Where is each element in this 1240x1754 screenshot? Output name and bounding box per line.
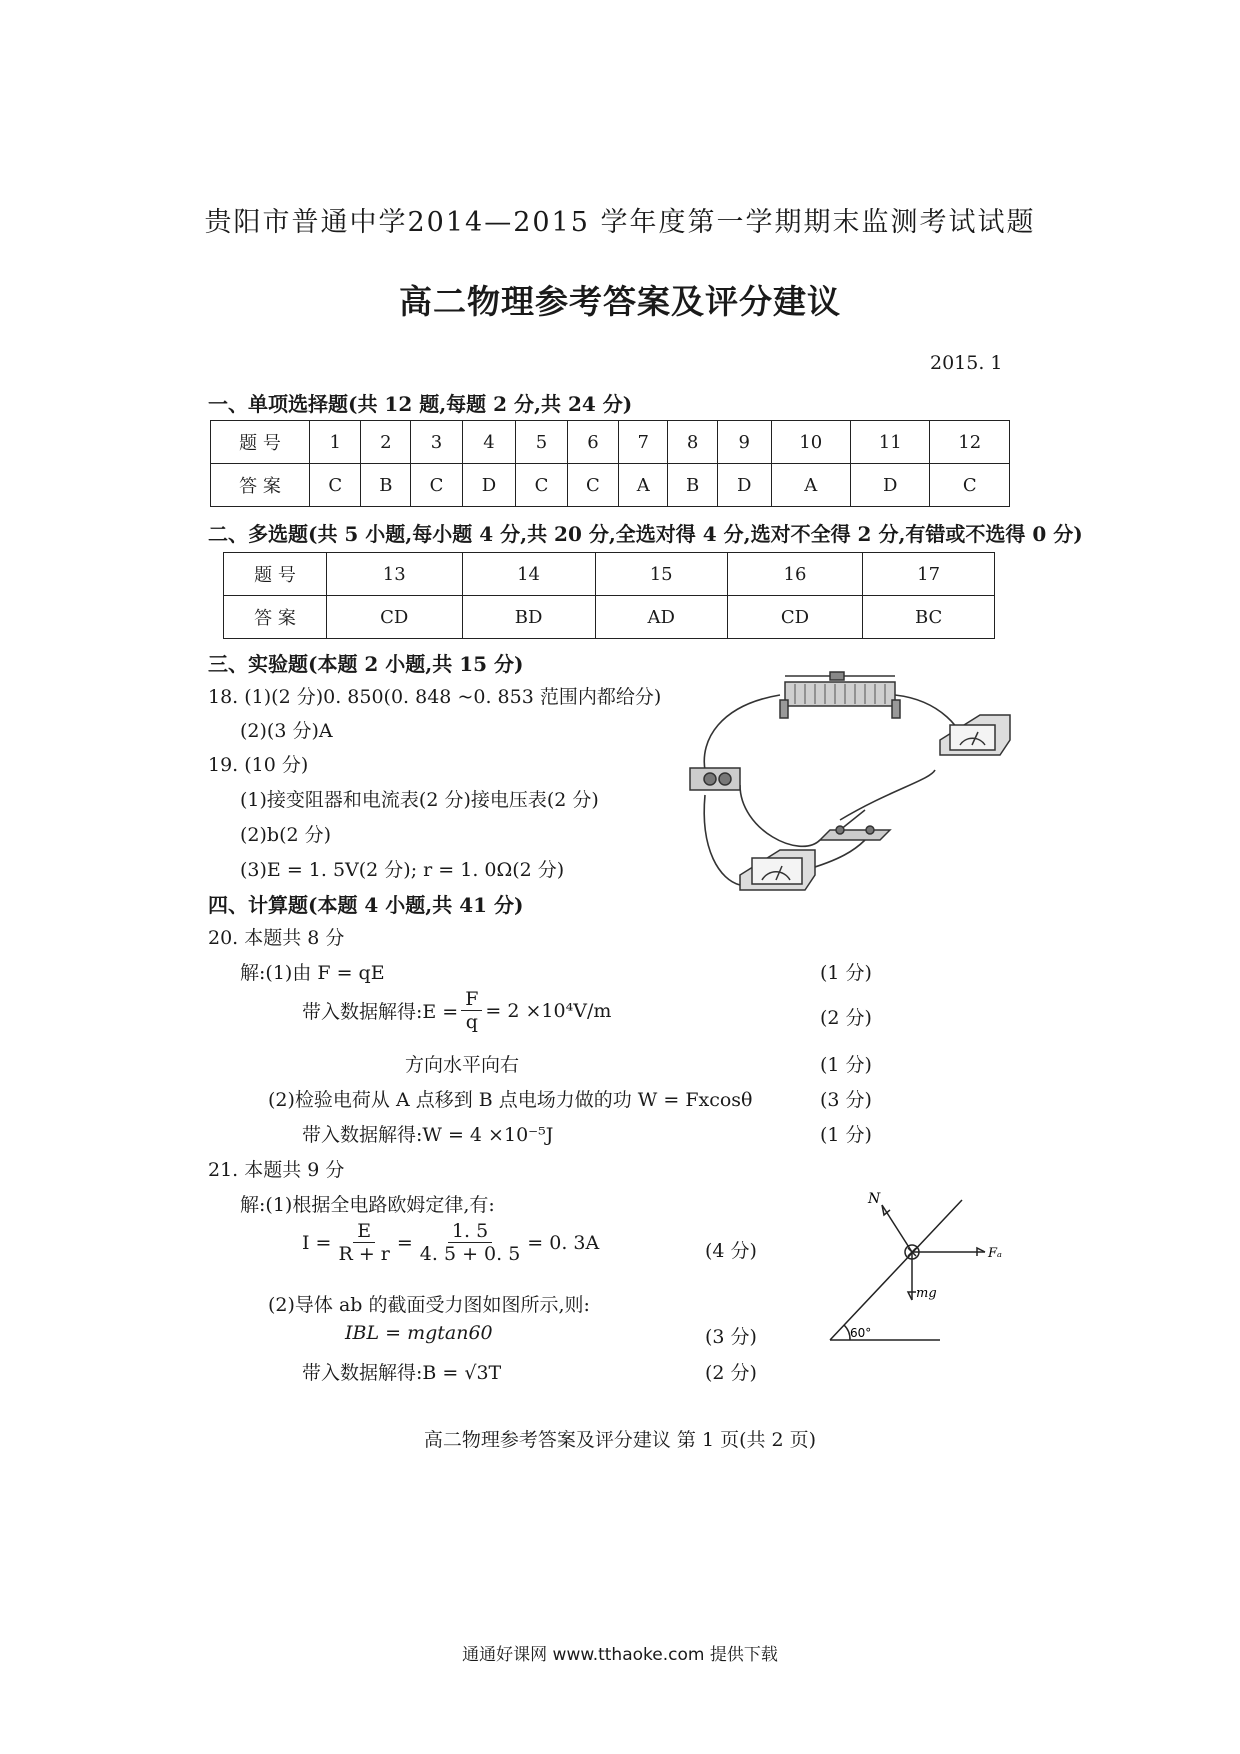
question-number-cell: 3 xyxy=(411,421,462,464)
wire xyxy=(740,785,820,846)
switch xyxy=(820,810,890,840)
question-number-cell: 8 xyxy=(668,421,718,464)
q19-title: 19. (10 分) xyxy=(208,754,309,776)
q20-line3: 方向水平向右 xyxy=(405,1054,520,1076)
mg-label: mg xyxy=(916,1286,937,1301)
denominator: R + r xyxy=(338,1243,390,1265)
question-number-cell: 5 xyxy=(516,421,567,464)
question-number-cell: 9 xyxy=(718,421,771,464)
section3-heading: 三、实验题(本题 2 小题,共 15 分) xyxy=(208,652,524,676)
q19-part2: (2)b(2 分) xyxy=(240,824,332,846)
q21-score4: (3 分) xyxy=(705,1326,757,1348)
row-label: 答 案 xyxy=(224,596,327,639)
answer-cell: B xyxy=(668,464,718,507)
question-number-cell: 7 xyxy=(619,421,668,464)
q20-score3: (1 分) xyxy=(820,1054,872,1076)
fa-label: Fₐ xyxy=(988,1246,1002,1261)
row-label: 答 案 xyxy=(211,464,310,507)
q20-line4: (2)检验电荷从 A 点移到 B 点电场力做的功 W = Fxcosθ xyxy=(268,1089,753,1111)
q21-title: 21. 本题共 9 分 xyxy=(208,1159,345,1181)
circuit-diagram xyxy=(680,670,1020,900)
answer-cell: BD xyxy=(462,596,595,639)
question-number-cell: 1 xyxy=(310,421,361,464)
document-title: 高二物理参考答案及评分建议 xyxy=(399,282,841,321)
q19-part3: (3)E = 1. 5V(2 分); r = 1. 0Ω(2 分) xyxy=(240,859,565,881)
table-row xyxy=(211,464,1010,507)
incline-line xyxy=(830,1200,962,1340)
q19-part1: (1)接变阻器和电流表(2 分)接电压表(2 分) xyxy=(240,789,599,811)
q20-line2-prefix: 带入数据解得:E = xyxy=(302,1001,459,1023)
multi-choice-table xyxy=(223,552,995,639)
answer-cell: A xyxy=(619,464,668,507)
question-number-cell: 17 xyxy=(863,553,995,596)
answer-cell: A xyxy=(771,464,850,507)
wire xyxy=(704,695,780,770)
table-row xyxy=(211,421,1010,464)
wire xyxy=(840,770,935,820)
q21-score2: (4 分) xyxy=(705,1240,757,1262)
wire xyxy=(704,795,740,885)
answer-cell: D xyxy=(718,464,771,507)
answer-cell: BC xyxy=(863,596,995,639)
denominator: q xyxy=(465,1011,478,1033)
question-number-cell: 16 xyxy=(727,553,863,596)
q20-line2 xyxy=(302,988,611,1033)
answer-cell: B xyxy=(361,464,411,507)
answer-cell: C xyxy=(411,464,462,507)
angle-label: 60° xyxy=(850,1326,872,1340)
answer-cell: CD xyxy=(727,596,863,639)
section4-heading: 四、计算题(本题 4 小题,共 41 分) xyxy=(208,893,524,917)
question-number-cell: 14 xyxy=(462,553,595,596)
q20-score1: (1 分) xyxy=(820,962,872,984)
q21-score5: (2 分) xyxy=(705,1362,757,1384)
document-date: 2015. 1 xyxy=(930,352,1003,374)
denominator: 4. 5 + 0. 5 xyxy=(419,1243,521,1265)
row-label: 题 号 xyxy=(211,421,310,464)
row-label: 题 号 xyxy=(224,553,327,596)
q21-line4: IBL = mgtan60 xyxy=(345,1322,493,1344)
numerator: F xyxy=(461,988,482,1011)
answer-cell: AD xyxy=(595,596,727,639)
q20-score2: (2 分) xyxy=(820,1007,872,1029)
section2-heading: 二、多选题(共 5 小题,每小题 4 分,共 20 分,全选对得 4 分,选对不全得 2 分,有错或不选得 0 分) xyxy=(208,522,1083,546)
question-number-cell: 4 xyxy=(462,421,515,464)
q21-line5: 带入数据解得:B = √3T xyxy=(302,1362,502,1384)
exam-title: 贵阳市普通中学2014—2015 学年度第一学期期末监测考试试题 xyxy=(204,207,1036,238)
question-number-cell: 10 xyxy=(771,421,850,464)
answer-cell: D xyxy=(850,464,929,507)
section1-heading: 一、单项选择题(共 12 题,每题 2 分,共 24 分) xyxy=(208,392,633,416)
question-number-cell: 11 xyxy=(850,421,929,464)
question-number-cell: 13 xyxy=(327,553,463,596)
fraction xyxy=(334,1220,393,1265)
q21-line2: I = $\frac{E}{R + r}$ = $\frac{1. 5}{4. 5 + 0. 5}$ = 0. 3A xyxy=(302,1220,600,1265)
answer-cell: C xyxy=(930,464,1010,507)
site-note: 通通好课网 www.tthaoke.com 提供下载 xyxy=(462,1645,778,1665)
q20-line2-suffix: = 2 ×10⁴V/m xyxy=(485,999,612,1022)
table-row xyxy=(224,553,995,596)
page-footer: 高二物理参考答案及评分建议 第 1 页(共 2 页) xyxy=(423,1429,817,1451)
force-diagram xyxy=(820,1175,1030,1350)
single-choice-table xyxy=(210,420,1010,507)
answer-cell: C xyxy=(516,464,567,507)
answer-cell: C xyxy=(567,464,618,507)
q18-part1: 18. (1)(2 分)0. 850(0. 848 ~0. 853 范围内都给分) xyxy=(208,686,662,708)
table-row xyxy=(224,596,995,639)
question-number-cell: 12 xyxy=(930,421,1010,464)
q20-score4: (3 分) xyxy=(820,1089,872,1111)
q20-line1: 解:(1)由 F = qE xyxy=(240,962,385,984)
question-number-cell: 6 xyxy=(567,421,618,464)
numerator: E xyxy=(353,1220,375,1243)
question-number-cell: 2 xyxy=(361,421,411,464)
voltmeter xyxy=(740,850,815,890)
q20-line5: 带入数据解得:W = 4 ×10⁻⁵J xyxy=(302,1124,554,1146)
fraction xyxy=(416,1220,525,1265)
answer-cell: C xyxy=(310,464,361,507)
q21-line3: (2)导体 ab 的截面受力图如图所示,则: xyxy=(268,1294,590,1316)
question-number-cell: 15 xyxy=(595,553,727,596)
q21-line2-prefix: I = xyxy=(302,1231,332,1254)
q18-part2: (2)(3 分)A xyxy=(240,720,333,742)
n-label: N xyxy=(868,1191,881,1207)
q20-score5: (1 分) xyxy=(820,1124,872,1146)
answer-cell: CD xyxy=(327,596,463,639)
numerator: 1. 5 xyxy=(448,1220,492,1243)
answer-cell: D xyxy=(462,464,515,507)
rheostat xyxy=(780,672,900,718)
q20-title: 20. 本题共 8 分 xyxy=(208,927,345,949)
battery xyxy=(690,768,740,790)
fraction xyxy=(461,988,482,1033)
q21-line2-suffix: = 0. 3A xyxy=(527,1231,600,1254)
q21-line1: 解:(1)根据全电路欧姆定律,有: xyxy=(240,1194,495,1216)
